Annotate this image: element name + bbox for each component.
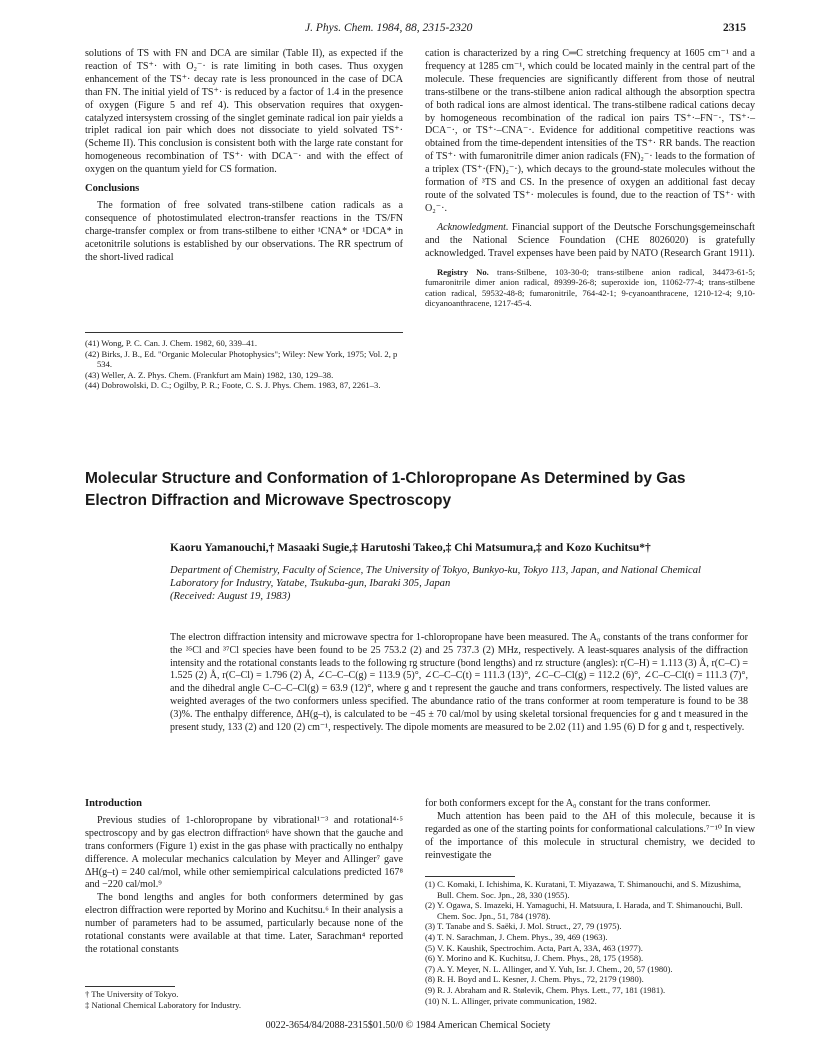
body-paragraph: Much attention has been paid to the ΔH of this molecule, because it is regarded as one of the starting points for conformational calculations.⁷⁻¹⁰ In view of the importance of this molecule in structural chemistry, we decided to reinvestigate the <box>425 810 755 861</box>
reference-item: (7) A. Y. Meyer, N. L. Allinger, and Y. Yuh, Isr. J. Chem., 20, 57 (1980). <box>425 963 673 974</box>
author-list: Kaoru Yamanouchi,† Masaaki Sugie,‡ Harutoshi Takeo,‡ Chi Matsumura,‡ and Kozo Kuchitsu*† <box>170 542 651 554</box>
reference-item: (4) T. N. Sarachman, J. Chem. Phys., 39, 469 (1963). <box>425 931 608 942</box>
reference-item: (42) Birks, J. B., Ed. "Organic Molecular Photophysics"; Wiley: New York, 1975; Vol. 2, p 534. <box>85 348 398 370</box>
conclusions-text: The formation of free solvated trans-stilbene cation radicals as a consequence of photostimulated electron-transfer reactions in the TS/FN charge-transfer complex or from trans-stilbene to either ¹CNA* or ¹DCA* in acetonitrile solutions is established by our observations. The RR spectrum of the short-lived radical <box>85 199 403 263</box>
bottom-left-column <box>85 798 403 957</box>
reference-divider <box>85 332 403 333</box>
top-left-references <box>85 338 403 391</box>
acknowledgment <box>425 222 755 261</box>
reference-item: (8) R. H. Boyd and L. Kesner, J. Chem. Phys., 72, 2179 (1980). <box>425 974 644 985</box>
article-title: Molecular Structure and Conformation of 1-Chloropropane As Determined by Gas Electron Diffraction and Microwave Spectroscopy <box>85 470 686 509</box>
reference-item: (44) Dobrowolski, D. C.; Ogilby, P. R.; Foote, C. S. J. Phys. Chem. 1983, 87, 2261–3. <box>85 380 381 391</box>
top-right-column <box>425 48 755 309</box>
reference-item: (1) C. Komaki, I. Ichishima, K. Kuratani, T. Miyazawa, T. Shimanouchi, and S. Mizushima, Bull. Chem. Soc. Jpn., 28, 330 (1955). <box>425 879 742 900</box>
running-header <box>0 22 816 40</box>
continued-paragraph: solutions of TS with FN and DCA are similar (Table II), as expected if the reaction of TS⁺· with O₂⁻· is rate limiting in both cases. Thus oxygen enhancement of the TS⁺· decay rate is less pronounced in the case of DCA than FN. The initial yield of TS⁺· is reduced by a factor of 1.4 in the presence of oxygen (Figure 5 and ref 4). This observation requires that oxygen-catalyzed intersystem crossing of the singlet geminate radical ion pair yields a triplet radical ion pair which does not dissociate to yield solvated TS⁺· (Scheme II). This conclusion is consistent both with the large rate constant for homogeneous recombination of TS⁺· with DCA⁻· and with the effect of oxygen on the quantum yield for CS formation. <box>85 48 403 176</box>
intro-paragraph: The bond lengths and angles for both conformers determined by gas electron diffraction were reported by Morino and Kuchitsu.⁶ In their analysis a number of parameters had to be assumed, particularly because none of the rotational constants were available at that time. Later, Sarachman⁴ reported the rotational constants <box>85 892 403 955</box>
reference-item: (10) N. L. Allinger, private communication, 1982. <box>425 995 597 1006</box>
footnote-divider <box>85 986 175 987</box>
registry-text: trans-Stilbene, 103-30-0; trans-stilbene anion radical, 34473-61-5; fumaronitrile dimer anion radical, 89399-26-8; superoxide ion, 11062-77-4; trans-stilbene cation radical, 59532-48-8; fumaronitrile, 764-42-1; 9-cyanoanthracene, 1210-12-4; 9,10-dicyanoanthracene, 1217-45-4. <box>425 266 755 309</box>
journal-citation: J. Phys. Chem. 1984, 88, 2315-2320 <box>305 22 473 34</box>
registry-label: Registry No. <box>437 266 489 277</box>
received-date: (Received: August 19, 1983) <box>170 591 291 602</box>
bottom-right-references <box>425 879 755 1006</box>
page-number: 2315 <box>723 22 746 34</box>
reference-item: (6) Y. Morino and K. Kuchitsu, J. Chem. Phys., 28, 175 (1958). <box>425 953 644 964</box>
conclusions-heading: Conclusions <box>85 183 140 195</box>
abstract: The electron diffraction intensity and microwave spectra for 1-chloropropane have been measured. The A₀ constants of the trans conformer for the ³⁵Cl and ³⁷Cl species have been found to be 25 753.2 (2) and 25 737.3 (2) MHz, respectively. A least-squares analysis of the diffraction intensity and the rotational constants leads to the following rg structure (bond lengths) and rz structure (angles): r(C–H) = 1.113 (3) Å, r(C–C) = 1.525 (2) Å, r(C–Cl) = 1.796 (2) Å, ∠C–C–C(g) = 113.9 (5)°, ∠C–C–C(t) = 111.3 (13)°, ∠C–C–Cl(g) = 112.2 (6)°, ∠C–C–Cl(t) = 111.3 (7)°, and the dihedral angle C–C–C–Cl(g) = 63.9 (12)°, where g and t represent the gauche and trans conformers, respectively. The listed values are weighted averages of the two conformers unless specified. The abundance ratio of the trans conformer at room temperature is found to be 38 (3)%. The enthalpy difference, ΔH(g–t), is calculated to be −45 ± 70 cal/mol by using skeletal torsional frequencies for g and t measured in the present study, 133 (2) and 120 (2) cm⁻¹, respectively. The dipole moments are measured to be 2.02 (11) and 1.95 (6) D for g and t, respectively. <box>170 632 748 733</box>
body-paragraph: for both conformers except for the A₀ constant for the trans conformer. <box>425 798 711 809</box>
reference-item: (2) Y. Ogawa, S. Imazeki, H. Yamaguchi, H. Matsuura, I. Harada, and T. Shimanouchi, Bull. Chem. Soc. Jpn., 51, 784 (1978). <box>425 900 743 921</box>
intro-paragraph: Previous studies of 1-chloropropane by vibrational¹⁻³ and rotational⁴·⁵ spectroscopy and by gas electron diffraction⁶ have shown that the gauche and trans conformers (Figure 1) exist in the gas phase with practically no enthalpy difference. A molecular mechanics calculation by Meyer and Allinger⁷ gave ΔH(g–t) = 240 cal/mol, while other semiempirical calculations predicted 167⁸ and −220 cal/mol.⁹ <box>85 814 403 891</box>
affiliation <box>170 564 750 603</box>
footnote-item: † The University of Tokyo. <box>85 989 179 999</box>
reference-item: (3) T. Tanabe and S. Saëki, J. Mol. Struct., 27, 79 (1975). <box>425 921 622 932</box>
affiliation-footnotes <box>85 989 403 1010</box>
introduction-heading: Introduction <box>85 798 142 809</box>
reference-item: (9) R. J. Abraham and R. Stølevik, Chem. Phys. Lett., 77, 181 (1981). <box>425 984 666 995</box>
copyright-footer: 0022-3654/84/2088-2315$01.50/0 © 1984 American Chemical Society <box>265 1020 551 1031</box>
affiliation-text: Department of Chemistry, Faculty of Science, The University of Tokyo, Bunkyo-ku, Tokyo 113, Japan, and National Chemical Laboratory for Industry, Yatabe, Tsukuba-gun, Ibaraki 305, Japan <box>170 565 701 589</box>
reference-item: (41) Wong, P. C. Can. J. Chem. 1982, 60, 339–41. <box>85 338 257 348</box>
top-left-column <box>85 48 403 265</box>
registry-numbers <box>425 267 755 309</box>
bottom-right-column <box>425 798 755 863</box>
acknowledgment-text: Financial support of the Deutsche Forschungsgemeinschaft and the National Science Foundation (CHE 8026020) is gratefully acknowledged. Travel expenses have been paid by NATO (Research Grant 1911). <box>425 221 755 259</box>
reference-divider <box>425 876 515 877</box>
footnote-item: ‡ National Chemical Laboratory for Industry. <box>85 999 241 1010</box>
reference-item: (43) Weller, A. Z. Phys. Chem. (Frankfurt am Main) 1982, 130, 129–38. <box>85 369 334 380</box>
reference-item: (5) V. K. Kaushik, Spectrochim. Acta, Part A, 33A, 463 (1977). <box>425 942 643 953</box>
continued-paragraph: cation is characterized by a ring C═C stretching frequency at 1605 cm⁻¹ and a frequency at 1285 cm⁻¹, which could be located mainly in the central part of the molecule. These frequencies are significantly different from those of neutral trans-stilbene or the trans-stilbene anion radical although the absorption spectra of both radical ions are almost identical. The trans-stilbene radical cations decay by homogeneous recombination of the radical ion pairs TS⁺·–FN⁻·, TS⁺·–DCA⁻·, or TS⁺·–CNA⁻·. Evidence for additional competitive reactions was obtained from the time-dependent intensities of the TS⁺· RR bands. The reaction of TS⁺· with fumaronitrile dimer anion radicals (FN)₂⁻· leads to the formation of a triplex (TS⁺·(FN)₂⁻·), which decays to the ground-state molecules without the formation of ³TS and CS. In the presence of oxygen an additional fast decay route of the solvated TS⁺· molecules is found, due to the reaction of TS⁺· with O₂⁻·. <box>425 48 755 214</box>
acknowledgment-label: Acknowledgment. <box>437 221 509 233</box>
